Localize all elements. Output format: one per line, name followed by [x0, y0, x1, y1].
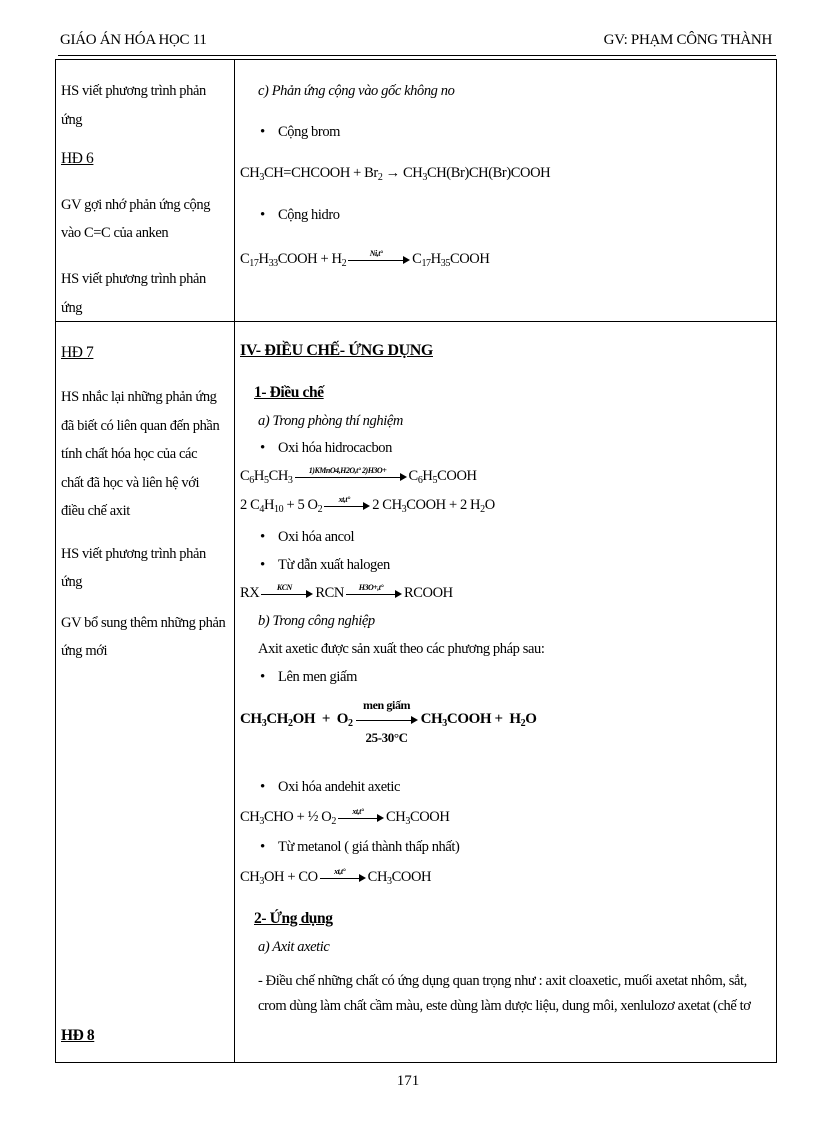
- text-line: ứng mới: [61, 643, 108, 659]
- bullet-item: • Lên men giấm: [260, 668, 357, 686]
- reaction-arrow: Ni,t°: [348, 253, 410, 267]
- text-line: vào C=C của anken: [61, 225, 169, 241]
- text-line: Axit axetic được sản xuất theo các phương pháp sau:: [258, 641, 545, 657]
- bullet-item: • Từ dẫn xuất halogen: [260, 556, 390, 574]
- reaction-arrow: xt,t°: [338, 811, 384, 825]
- equation-methanol: $CH_3OH$ + CO xt,t° $CH_3COOH$: [240, 866, 432, 887]
- bullet-item: • Oxi hóa hidrocacbon: [260, 439, 392, 457]
- lesson-table: [55, 59, 777, 1063]
- bullet-item: • Cộng hidro: [260, 206, 340, 224]
- equation-toluene: $C_6H_5CH_3$ 1)KMnO4,H2O,t° 2)H3O+ $C_6H_5COOH$: [240, 465, 477, 486]
- header-right: GV: PHẠM CÔNG THÀNH: [603, 32, 772, 48]
- equation-fermentation: $CH_3CH_2OH + O_2$ men giấm 25-30°C $CH_3COOH + H_2O$: [240, 697, 537, 745]
- subsection-title: a) Axit axetic: [258, 939, 330, 955]
- text-line: ứng: [61, 574, 83, 590]
- subsection-heading: 2- Ứng dụng: [254, 910, 333, 927]
- text-line: GV bổ sung thêm những phản: [61, 615, 226, 631]
- text-line: ứng: [61, 300, 83, 316]
- text-line: HS viết phương trình phản: [61, 83, 206, 99]
- reaction-arrow: KCN: [261, 587, 313, 601]
- text-line: HS nhắc lại những phản ứng: [61, 389, 217, 405]
- bullet-item: • Cộng brom: [260, 123, 340, 141]
- header-left: GIÁO ÁN HÓA HỌC 11: [60, 32, 207, 48]
- activity-cell: [56, 60, 235, 322]
- subsection-heading: 1- Điều chế: [254, 384, 324, 401]
- text-line: ứng: [61, 112, 83, 128]
- equation-hydrogen: $C_{17}H_{33}COOH + H_2$ Ni,t° $C_{17}H_{35}COOH$: [240, 248, 490, 269]
- table-row: [56, 60, 777, 322]
- text-line: tính chất hóa học của các: [61, 446, 198, 462]
- table-row: [56, 322, 777, 1063]
- reaction-arrow: xt,t°: [324, 499, 370, 513]
- page-number: 171: [396, 1073, 420, 1089]
- equation-halogen: RX KCN RCN H3O+,t° RCOOH: [240, 582, 453, 601]
- equation-butane: 2 $C_4H_{10} + 5$ $O_2$ xt,t° 2 $CH_3COOH + 2$ $H_2O$: [240, 494, 495, 515]
- bullet-item: • Oxi hóa andehit axetic: [260, 778, 400, 796]
- reaction-arrow: 1)KMnO4,H2O,t° 2)H3O+: [295, 470, 407, 484]
- activity-heading: HĐ 8: [61, 1027, 95, 1044]
- text-line: điều chế axit: [61, 503, 130, 519]
- subsection-title: b) Trong công nghiệp: [258, 613, 375, 629]
- equation-aldehyde: $CH_3CHO$ + ½ $O_2$ xt,t° $CH_3COOH$: [240, 806, 450, 827]
- bullet-item: • Oxi hóa ancol: [260, 528, 354, 546]
- reaction-arrow: xt,t°: [320, 871, 366, 885]
- bullet-item: • Từ metanol ( giá thành thấp nhất): [260, 838, 460, 856]
- activity-heading: HĐ 7: [61, 344, 94, 361]
- text-line: crom dùng làm chất cầm màu, este dùng làm dược liệu, dung môi, xenlulozơ axetat (chế tơ: [258, 998, 751, 1014]
- content-cell: [235, 60, 777, 322]
- subsection-heading: c) Phản ứng cộng vào gốc không no: [258, 83, 455, 99]
- subsection-title: a) Trong phòng thí nghiệm: [258, 413, 403, 429]
- text-line: HS viết phương trình phản: [61, 271, 206, 287]
- reaction-arrow: H3O+,t°: [346, 587, 402, 601]
- text-line: đã biết có liên quan đến phần: [61, 418, 220, 434]
- content-cell: [235, 322, 777, 1063]
- activity-cell: [56, 322, 235, 1063]
- text-line: - Điều chế những chất có ứng dụng quan trọng như : axit cloaxetic, muối axetat nhôm, sắt,: [258, 973, 747, 989]
- equation-bromine: $CH_3CH=CHCOOH + Br_2$ → $CH_3CH(Br)CH(Br)COOH$: [240, 165, 551, 183]
- text-line: GV gợi nhớ phản ứng cộng: [61, 197, 211, 213]
- header-divider: [58, 55, 776, 56]
- text-line: HS viết phương trình phản: [61, 546, 206, 562]
- fermentation-arrow: men giấm 25-30°C: [356, 713, 418, 727]
- activity-heading: HĐ 6: [61, 150, 94, 167]
- text-line: chất đã học và liên hệ với: [61, 475, 200, 491]
- section-heading: IV- ĐIỀU CHẾ- ỨNG DỤNG: [240, 342, 433, 359]
